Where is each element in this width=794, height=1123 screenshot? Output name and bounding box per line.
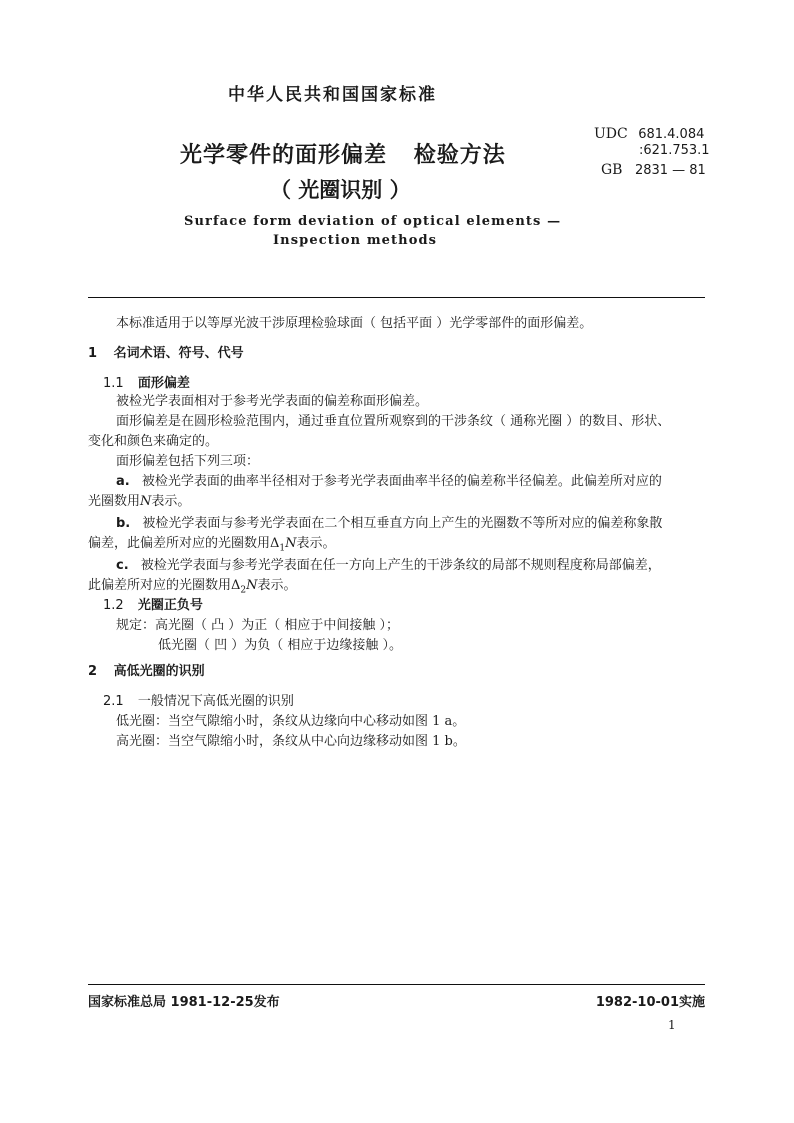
item-c-delta: Δ (231, 578, 241, 593)
item-b-text: 被检光学表面与参考光学表面在二个相互垂直方向上产生的光圈数不等所对应的偏差称象散 (142, 516, 663, 531)
item-a-line1 (116, 472, 662, 491)
item-a-text: 被检光学表面的曲率半径相对于参考光学表面曲率半径的偏差称半径偏差。此偏差所对应的 (141, 474, 662, 489)
gb-classification (601, 162, 706, 178)
national-standard-heading: 中华人民共和国国家标准 (228, 85, 437, 105)
section-1-2-heading (103, 596, 203, 615)
s11-paragraph-2-line1: 面形偏差是在圆形检验范围内，通过垂直位置所观察到的干涉条纹（ 通称光圈 ）的数目、形状、 (116, 414, 671, 429)
s11-paragraph-1: 被检光学表面相对于参考光学表面的偏差称面形偏差。 (116, 394, 429, 409)
item-b-symbol: N (285, 536, 297, 551)
item-c-text: 被检光学表面与参考光学表面在任一方向上产生的干涉条纹的局部不规则程度称局部偏差， (140, 558, 661, 573)
item-a-line2-post: 表示。 (151, 494, 191, 509)
footer-divider (88, 984, 705, 985)
effective-date: 1982-10-01实施 (595, 995, 705, 1010)
item-b-line1 (116, 514, 662, 533)
section-1-title: 名词术语、符号、代号 (113, 346, 244, 361)
section-1-2-title: 光圈正负号 (137, 598, 203, 613)
udc-code-2: :621.753.1 (639, 143, 710, 158)
header-divider (88, 297, 705, 298)
item-a-line2 (88, 492, 190, 511)
item-b-label: b. (116, 516, 131, 531)
section-2-1-number: 2.1 (103, 694, 124, 709)
section-1-1-heading (103, 374, 190, 393)
section-1-1-number: 1.1 (103, 376, 124, 391)
item-b-subscript: 1 (279, 543, 286, 554)
gb-label: GB (601, 162, 623, 178)
item-c-symbol: N (246, 578, 258, 593)
item-c-subscript: 2 (240, 585, 247, 596)
section-2-1-title: 一般情况下高低光圈的识别 (137, 694, 294, 709)
page-number: 1 (668, 1018, 676, 1032)
section-1-number: 1 (88, 346, 98, 361)
udc-code-1: 681.4.084 (638, 127, 705, 142)
item-b-line2-post: 表示。 (296, 536, 336, 551)
section-2-heading (88, 662, 205, 681)
title-part-a: 光学零件的面形偏差 (180, 143, 388, 168)
item-c-label: c. (116, 558, 129, 573)
item-b-line2 (88, 534, 336, 559)
s21-paragraph-1: 低光圈：当空气隙缩小时，条纹从边缘向中心移动如图 1 a。 (116, 714, 466, 729)
s11-paragraph-2-line2: 变化和颜色来确定的。 (88, 434, 219, 449)
section-2-1-heading (103, 692, 294, 711)
item-a-line2-pre: 光圈数用 (88, 494, 141, 509)
intro-paragraph: 本标准适用于以等厚光波干涉原理检验球面（ 包括平面 ）光学零部件的面形偏差。 (116, 316, 593, 331)
gb-code: 2831 — 81 (634, 163, 706, 178)
udc-label: UDC (594, 126, 628, 142)
item-a-label: a. (116, 474, 130, 489)
s12-rule-1: 规定：高光圈（ 凸 ）为正（ 相应于中间接触 ）； (116, 618, 400, 633)
issue-info: 国家标准总局 1981-12-25发布 (88, 995, 280, 1010)
item-c-line1 (116, 556, 661, 575)
item-b-line2-pre: 偏差，此偏差所对应的光圈数用 (88, 536, 271, 551)
title-part-b: 检验方法 (413, 143, 506, 168)
document-title-subtitle: （ 光圈识别 ） (270, 178, 411, 202)
item-c-line2-post: 表示。 (257, 578, 297, 593)
section-1-2-number: 1.2 (103, 598, 124, 613)
section-2-title: 高低光圈的识别 (113, 664, 205, 679)
section-1-heading (88, 344, 244, 363)
udc-classification (594, 126, 704, 142)
english-title-line1: Surface form deviation of optical elements — (184, 214, 562, 229)
item-a-symbol: N (140, 494, 152, 509)
document-title-main (180, 138, 506, 169)
s11-paragraph-3: 面形偏差包括下列三项： (116, 454, 260, 469)
s12-rule-2: 低光圈（ 凹 ）为负（ 相应于边缘接触 ）。 (158, 638, 403, 653)
item-b-delta: Δ (270, 536, 280, 551)
english-title-line2: Inspection methods (273, 233, 438, 248)
section-1-1-title: 面形偏差 (137, 376, 190, 391)
item-c-line2-pre: 此偏差所对应的光圈数用 (88, 578, 232, 593)
section-2-number: 2 (88, 664, 98, 679)
s21-paragraph-2: 高光圈：当空气隙缩小时，条纹从中心向边缘移动如图 1 b。 (116, 734, 466, 749)
